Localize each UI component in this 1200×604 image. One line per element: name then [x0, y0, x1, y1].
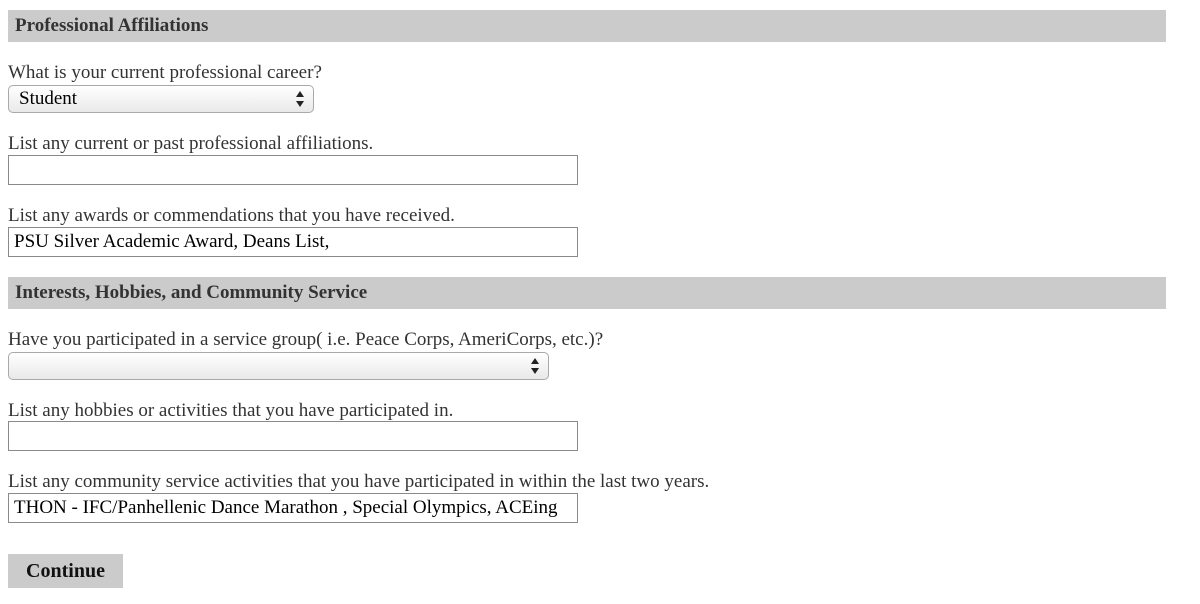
- section-header-professional-affiliations: [8, 10, 1166, 42]
- affiliations-label: List any current or past professional affiliations.: [8, 133, 374, 154]
- community-service-label: List any community service activities that you have participated in within the last two years.: [8, 471, 710, 492]
- select-arrows-icon: [295, 90, 305, 108]
- continue-button[interactable]: Continue: [8, 554, 123, 588]
- career-select[interactable]: [8, 85, 314, 113]
- select-arrows-icon: [530, 357, 540, 375]
- community-service-input[interactable]: THON - IFC/Panhellenic Dance Marathon , Special Olympics, ACEing: [8, 493, 578, 523]
- hobbies-input[interactable]: [8, 421, 578, 451]
- service-group-label: Have you participated in a service group( i.e. Peace Corps, AmeriCorps, etc.)?: [8, 329, 604, 350]
- service-group-select[interactable]: [8, 352, 549, 380]
- career-label: What is your current professional career?: [8, 62, 322, 83]
- section-title: Professional Affiliations: [15, 15, 209, 36]
- career-select-value: Student: [19, 88, 78, 109]
- awards-input[interactable]: PSU Silver Academic Award, Deans List,: [8, 227, 578, 257]
- section-title: Interests, Hobbies, and Community Service: [15, 282, 368, 303]
- awards-label: List any awards or commendations that you have received.: [8, 205, 455, 226]
- section-header-interests: [8, 277, 1166, 309]
- hobbies-label: List any hobbies or activities that you have participated in.: [8, 400, 454, 421]
- affiliations-input[interactable]: [8, 155, 578, 185]
